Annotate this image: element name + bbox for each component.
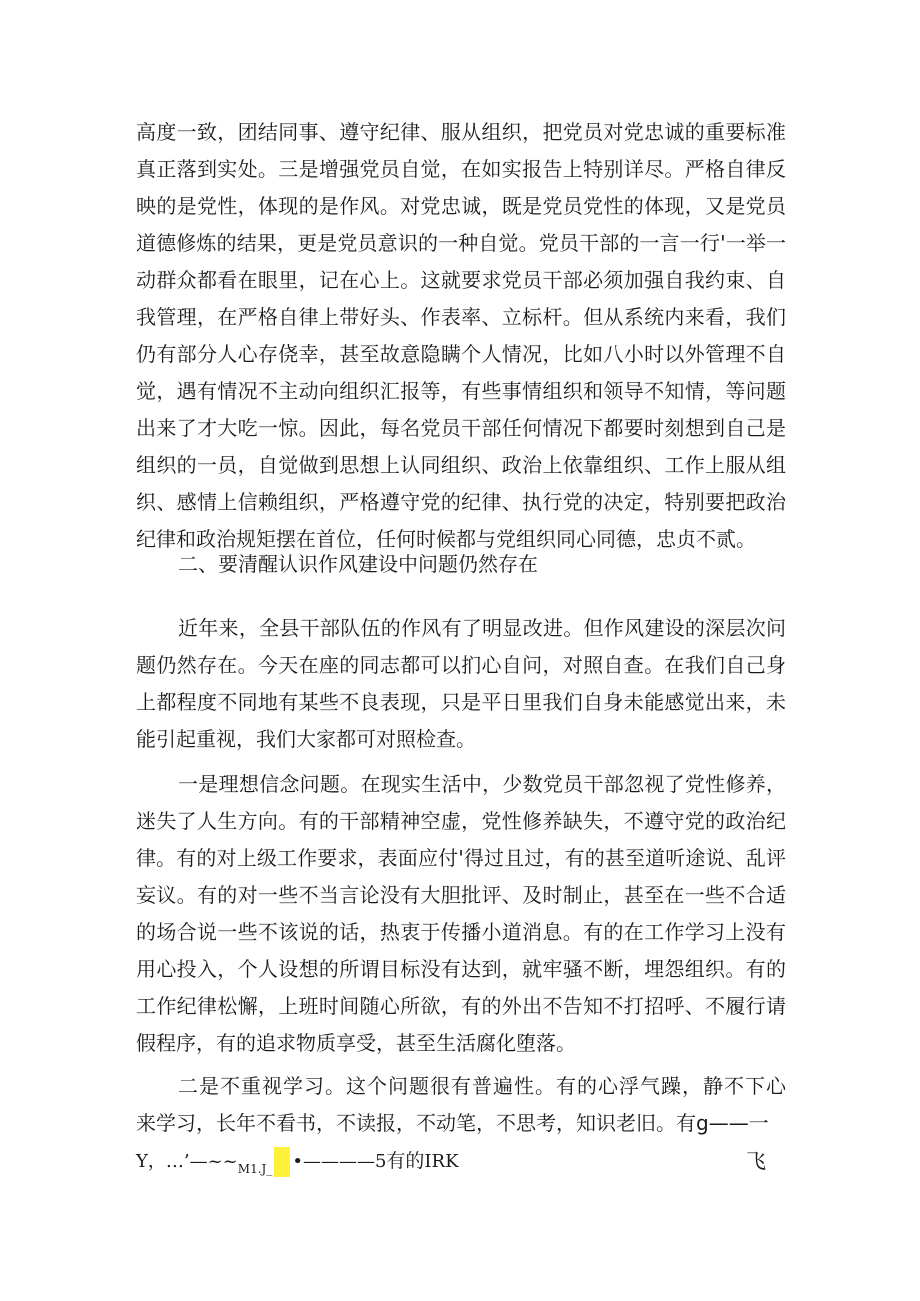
paragraph-loyalty [136, 114, 786, 558]
text-line: 上都程度不同地有某些不良表现，只是平日里我们自身未能感觉出来，未 [136, 690, 786, 714]
text-line: 高度一致，团结同事、遵守纪律、服从组织，把党员对党忠诚的重要标准 [136, 120, 786, 144]
text-line: 工作纪律松懈，上班时间随心所欲，有的外出不告知不打招呼、不履行请 [136, 994, 786, 1018]
paragraph-study [136, 1068, 786, 1142]
garbled-text: •————5 [292, 1151, 387, 1172]
paragraph-ideals [136, 766, 786, 1062]
paragraph-intro [136, 610, 786, 758]
text-line: 来学习，长年不看书，不读报，不动笔，不思考，知识老旧。有g——一 [136, 1111, 769, 1135]
text-line: 能引起重视，我们大家都可对照检查。 [136, 727, 476, 751]
text-line: 织、感情上信赖组织，严格遵守党的纪律、执行党的决定，特别要把政治 [136, 490, 786, 514]
garbled-ocr-line [136, 1143, 786, 1180]
garbled-tail-char: 飞 [746, 1149, 766, 1173]
text-line: 二是不重视学习。这个问题很有普遍性。有的心浮气躁，静不下心 [178, 1074, 786, 1098]
text-line: 律。有的对上级工作要求，表面应付'得过且过，有的甚至道听途说、乱评 [136, 846, 786, 870]
text-line: 假程序，有的追求物质享受，甚至生活腐化堕落。 [136, 1031, 576, 1055]
text-line: 迷失了人生方向。有的干部精神空虚，党性修养缺失，不遵守党的政治纪 [136, 809, 786, 833]
text-line: 映的是党性，体现的是作风。对党忠诚，既是党员党性的体现，又是党员 [136, 194, 786, 218]
text-line: 我管理，在严格自律上带好头、作表率、立标杆。但从系统内来看，我们 [136, 305, 786, 329]
section-heading [178, 546, 778, 583]
text-line: 纪律和政治规矩摆在首位，任何时候都与党组织同心同德，忠贞不贰。 [136, 527, 756, 551]
text-line: 组织的一员，自觉做到思想上认同组织、政治上依靠组织、工作上服从组 [136, 453, 786, 477]
text-line: 觉，遇有情况不主动向组织汇报等，有些事情组织和领导不知情，等问题 [136, 379, 786, 403]
text-line: 真正落到实处。三是增强党员自觉，在如实报告上特别详尽。严格自律反 [136, 157, 786, 181]
text-line: 出来了才大吃一惊。因此，每名党员干部任何情况下都要时刻想到自己是 [136, 416, 786, 440]
text-line: 道德修炼的结果，更是党员意识的一种自觉。党员干部的一言一行'一举一 [136, 231, 786, 255]
garbled-text: IRK [424, 1151, 459, 1172]
text-line: 一是理想信念问题。在现实生活中，少数党员干部忽视了党性修养， [178, 772, 786, 796]
garbled-text: Y，…’—~~ [136, 1151, 238, 1172]
heading-text: 二、要清醒认识作风建设中问题仍然存在 [178, 552, 538, 576]
garbled-text: 有的 [386, 1150, 425, 1172]
text-line: 近年来，全县干部队伍的作风有了明显改进。但作风建设的深层次问 [178, 616, 786, 640]
text-line: 的场合说一些不该说的话，热衷于传播小道消息。有的在工作学习上没有 [136, 920, 786, 944]
text-line: 动群众都看在眼里，记在心上。这就要求党员干部必须加强自我约束、自 [136, 268, 786, 292]
text-line: 仍有部分人心存侥幸，甚至故意隐瞒个人情况，比如八小时以外管理不自 [136, 342, 786, 366]
garbled-text: M1.J_ [237, 1162, 273, 1176]
text-line: 妄议。有的对一些不当言论没有大胆批评、及时制止，甚至在一些不合适 [136, 883, 786, 907]
text-line: 用心投入，个人设想的所谓目标没有达到，就牢骚不断，埋怨组织。有的 [136, 957, 786, 981]
yellow-highlight-mark [274, 1147, 290, 1177]
text-line: 题仍然存在。今天在座的同志都可以扪心自问，对照自查。在我们自己身 [136, 653, 786, 677]
